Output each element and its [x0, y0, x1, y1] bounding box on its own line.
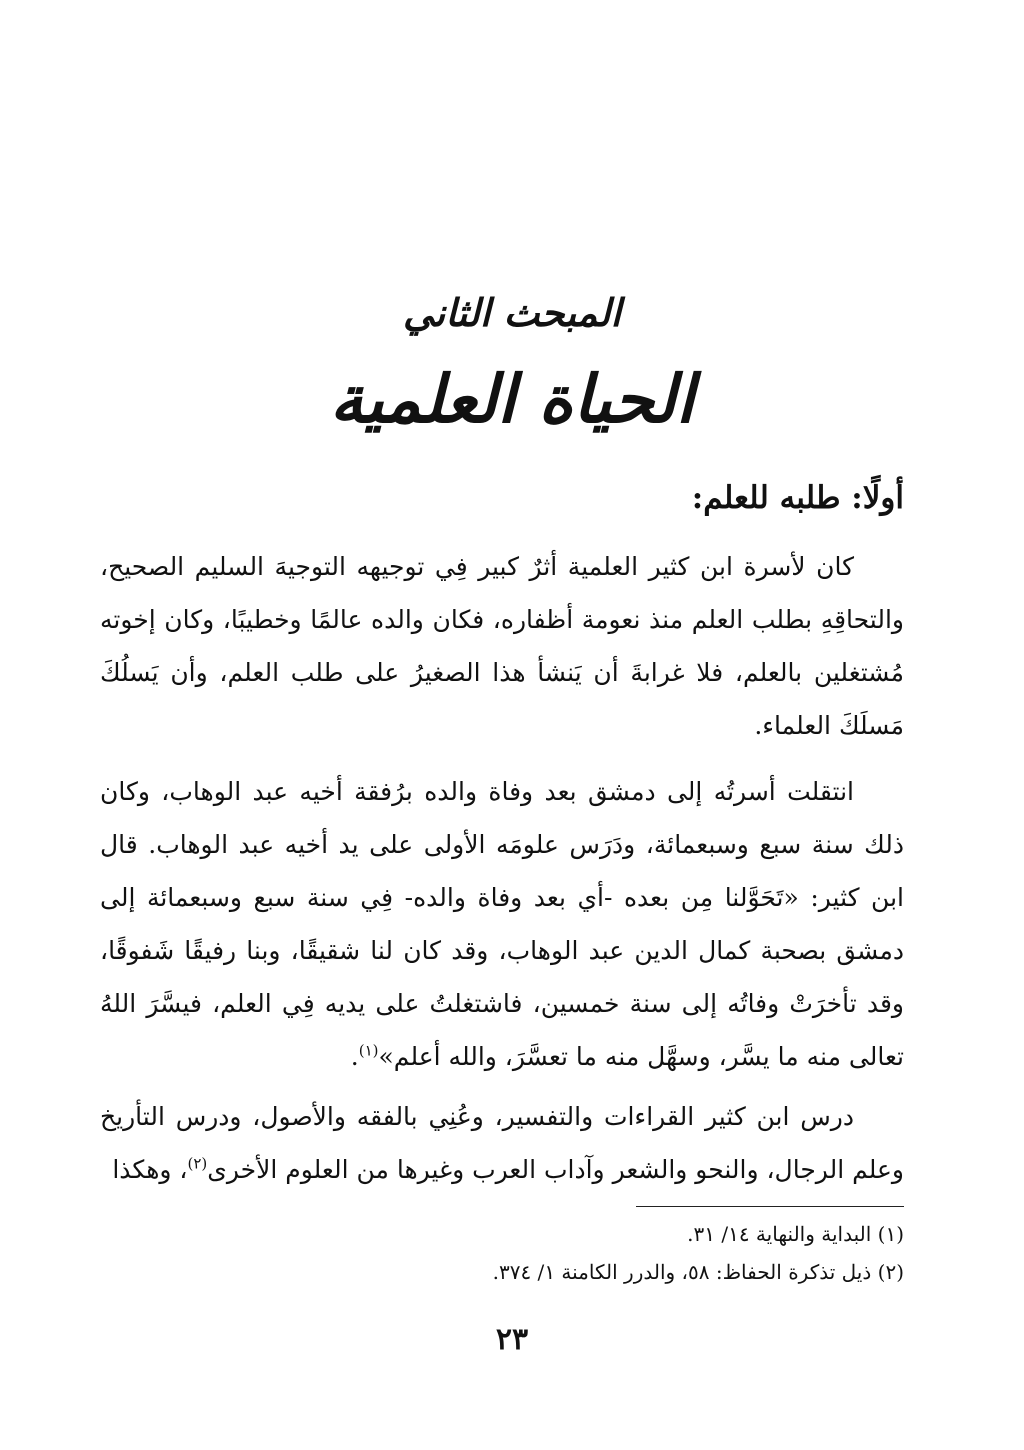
paragraph-1 [100, 540, 904, 752]
paragraph-1-text: كان لأسرة ابن كثير العلمية أثرٌ كبير فِي توجيهه التوجيهَ السليم الصحيح، والتحاقِهِ بطلب العلم منذ نعومة أظفاره، فكان والده عالمًا وخطيبًا، وكان إخوته مُشتغلين بالعلم، فلا غرابةَ أن يَنشأ هذا الصغيرُ على طلب العلم، وأن يَسلُكَ مَسلَكَ العلماء. [100, 552, 904, 740]
paragraph-2 [100, 765, 904, 1083]
section-label: المبحث الثاني [402, 290, 622, 335]
footnote-divider [636, 1206, 904, 1207]
footnote-ref-2: (٢) [187, 1154, 208, 1173]
paragraph-3 [100, 1090, 904, 1196]
paragraph-3-text: درس ابن كثير القراءات والتفسير، وعُنِي بالفقه والأصول، ودرس التأريخ وعلم الرجال، والنحو والشعر وآداب العرب وغيرها من العلوم الأخرى [100, 1102, 904, 1184]
footnotes [100, 1215, 904, 1291]
page-number: ٢٣ [495, 1322, 529, 1357]
footnote-ref-1: (١) [358, 1041, 379, 1060]
paragraph-2-text: انتقلت أسرتُه إلى دمشق بعد وفاة والده برُفقة أخيه عبد الوهاب، وكان ذلك سنة سبع وسبعمائة، ودَرَس علومَه الأولى على يد أخيه عبد الوهاب. قال ابن كثير: «تَحَوَّلنا مِن بعده -أي بعد وفاة والده- فِي سنة سبع وسبعمائة إلى دمشق بصحبة كمال الدين عبد الوهاب، وقد كان لنا شقيقًا، وبنا رفيقًا شَفوقًا، وقد تأخرَتْ وفاتُه إلى سنة خمسين، فاشتغلتُ على يديه فِي العلم، فيسَّرَ اللهُ تعالى منه ما يسَّر، وسهَّل منه ما تعسَّرَ، والله أعلم» [100, 777, 904, 1071]
footnote-1: (١) البداية والنهاية ١٤/ ٣١. [687, 1222, 904, 1246]
section-title: الحياة العلمية [329, 360, 695, 438]
subheading: أولًا: طلبه للعلم: [691, 480, 904, 516]
paragraph-2-end: . [350, 1042, 359, 1071]
paragraph-3-continuation: ، وهكذا [112, 1155, 188, 1184]
footnote-2: (٢) ذيل تذكرة الحفاظ: ٥٨، والدرر الكامنة ١/ ٣٧٤. [492, 1260, 904, 1284]
